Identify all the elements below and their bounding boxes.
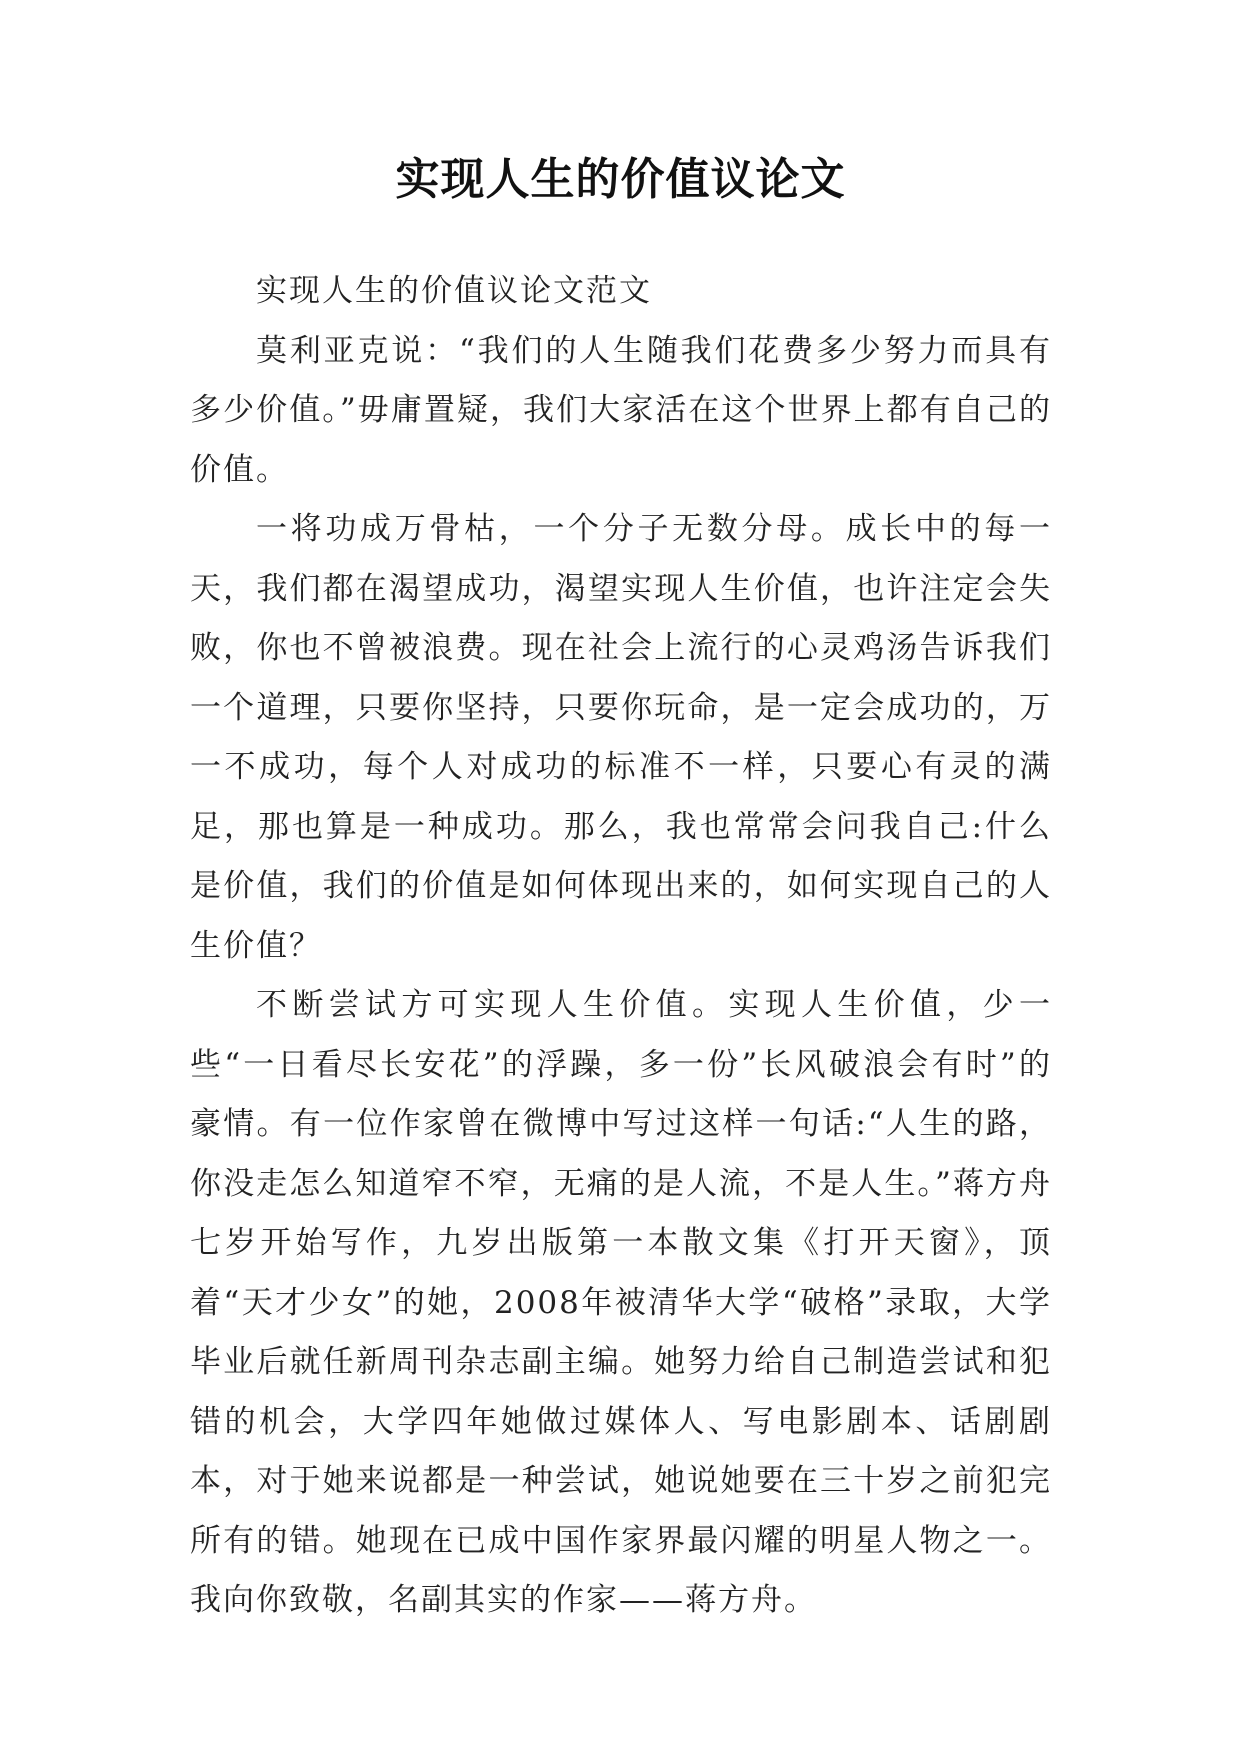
paragraph-subtitle: 实现人生的价值议论文范文 (256, 273, 652, 309)
document-title: 实现人生的价值议论文 (395, 154, 846, 205)
paragraph-attempt: 不断尝试方可实现人生价值。实现人生价值，少一些“一日看尽长安花”的浮躁，多一份”长风破浪会有时”的豪情。有一位作家曾在微博中写过这样一句话:“人生的路，你没走怎么知道窄不窄，无痛的是人流，不是人生。”蒋方舟七岁开始写作，九岁出版第一本散文集《打开天窗》，顶着“天才少女”的她，2008年被清华大学“破格”录取，大学毕业后就任新周刊杂志副主编。她努力给自己制造尝试和犯错的机会，大学四年她做过媒体人、写电影剧本、话剧剧本，对于她来说都是一种尝试，她说她要在三十岁之前犯完所有的错。她现在已成中国作家界最闪耀的明星人物之一。我向你致敬，名副其实的作家——蒋方舟。 (190, 987, 1052, 1618)
paragraph-success: 一将功成万骨枯，一个分子无数分母。成长中的每一天，我们都在渴望成功，渴望实现人生价值，也许注定会失败，你也不曾被浪费。现在社会上流行的心灵鸡汤告诉我们一个道理，只要你坚持，只要你玩命，是一定会成功的，万一不成功，每个人对成功的标准不一样，只要心有灵的满足，那也算是一种成功。那么，我也常常会问我自己:什么是价值，我们的价值是如何体现出来的，如何实现自己的人生价值？ (190, 511, 1052, 964)
paragraph-quote: 莫利亚克说：“我们的人生随我们花费多少努力而具有多少价值。”毋庸置疑，我们大家活在这个世界上都有自己的价值。 (190, 332, 1052, 488)
document-body (190, 262, 1052, 1631)
